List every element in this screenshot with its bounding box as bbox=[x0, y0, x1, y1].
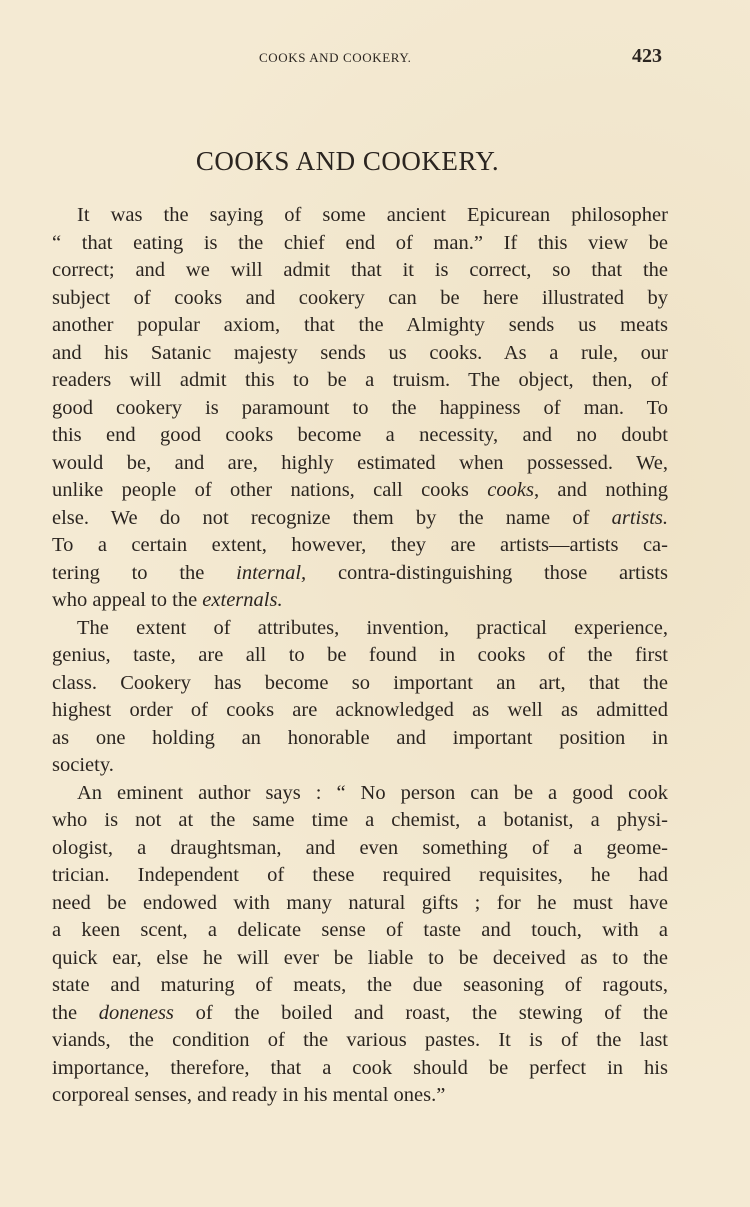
text-segment: a keen scent, a delicate sense of taste and touch, with a bbox=[52, 919, 668, 941]
text-segment: who appeal to the bbox=[52, 589, 203, 611]
text-segment: trician. Independent of these required requisites, he had bbox=[52, 864, 668, 886]
text-segment: who is not at the same time a chemist, a botanist, a physi- bbox=[52, 809, 668, 831]
text-segment: The extent of attributes, invention, practical experience, bbox=[77, 616, 668, 639]
text-segment: unlike people of other nations, call cooks bbox=[52, 479, 488, 501]
text-segment: An eminent author says : “ No person can be a good cook bbox=[77, 781, 668, 804]
text-segment: viands, the condition of the various pastes. It is of the last bbox=[52, 1029, 668, 1051]
line-content bbox=[52, 1000, 668, 1028]
page-number: 423 bbox=[632, 45, 662, 67]
line-content bbox=[52, 945, 668, 973]
text-line bbox=[52, 560, 668, 588]
text-segment: good cookery is paramount to the happiness of man. To bbox=[52, 396, 668, 419]
line-content bbox=[52, 230, 668, 258]
text-line bbox=[52, 670, 668, 698]
line-content bbox=[52, 917, 668, 945]
text-line bbox=[52, 202, 668, 230]
text-line bbox=[52, 835, 668, 863]
line-content bbox=[52, 532, 668, 560]
line-content bbox=[52, 367, 668, 395]
text-line bbox=[52, 945, 668, 973]
text-segment: highest order of cooks are acknowledged as well as admitted bbox=[52, 699, 668, 721]
text-segment: the bbox=[52, 1001, 99, 1024]
italic-text: cooks bbox=[487, 479, 534, 501]
text-segment: and his Satanic majesty sends us cooks. As a rule, our bbox=[52, 341, 668, 364]
text-line bbox=[52, 367, 668, 395]
body-text bbox=[52, 202, 668, 1110]
text-segment: “ that eating is the chief end of man.” If this view be bbox=[52, 231, 668, 254]
text-segment: , and nothing bbox=[533, 479, 668, 501]
text-line bbox=[52, 532, 668, 560]
text-line bbox=[52, 450, 668, 478]
text-segment: tering to the bbox=[52, 561, 237, 584]
text-line bbox=[52, 807, 668, 835]
chapter-title: COOKS AND COOKERY. bbox=[195, 146, 500, 176]
text-line bbox=[52, 257, 668, 285]
text-line bbox=[52, 862, 668, 890]
text-line bbox=[52, 972, 668, 1000]
text-line bbox=[52, 312, 668, 340]
line-content bbox=[52, 395, 668, 423]
line-content bbox=[52, 1027, 668, 1055]
line-content bbox=[52, 862, 668, 890]
text-line bbox=[52, 725, 668, 753]
line-content bbox=[52, 477, 668, 505]
text-line bbox=[52, 890, 668, 918]
text-line bbox=[52, 230, 668, 258]
italic-text: artists. bbox=[611, 506, 668, 529]
line-content bbox=[52, 560, 668, 588]
line-content bbox=[52, 422, 668, 450]
line-content bbox=[52, 505, 668, 533]
text-line bbox=[52, 340, 668, 368]
text-segment: class. Cookery has become so important an art, that the bbox=[52, 671, 668, 694]
italic-text: internal, bbox=[236, 561, 307, 584]
text-line bbox=[52, 1082, 668, 1110]
line-content bbox=[52, 285, 668, 313]
text-segment: state and maturing of meats, the due seasoning of ragouts, bbox=[52, 974, 668, 996]
line-content bbox=[52, 725, 668, 753]
line-content bbox=[52, 670, 668, 698]
line-content bbox=[52, 450, 668, 478]
text-segment: quick ear, else he will ever be liable to be deceived as to the bbox=[52, 946, 668, 969]
text-line bbox=[52, 1055, 668, 1083]
text-line bbox=[52, 642, 668, 670]
running-title: COOKS AND COOKERY. bbox=[259, 50, 412, 65]
line-content bbox=[52, 257, 668, 285]
text-segment: importance, therefore, that a cook should be perfect in his bbox=[52, 1056, 668, 1079]
text-segment: as one holding an honorable and important position in bbox=[52, 726, 668, 749]
text-segment: society. bbox=[52, 754, 114, 776]
line-content bbox=[52, 312, 668, 340]
text-line bbox=[52, 615, 668, 643]
text-line bbox=[52, 752, 668, 780]
italic-text: doneness bbox=[98, 1001, 174, 1024]
line-content bbox=[52, 1084, 445, 1106]
line-content bbox=[52, 1055, 668, 1083]
text-segment: correct; and we will admit that it is correct, so that the bbox=[52, 259, 668, 281]
text-line bbox=[52, 1027, 668, 1055]
line-content bbox=[52, 642, 668, 670]
text-segment: subject of cooks and cookery can be here illustrated by bbox=[52, 286, 668, 309]
line-content bbox=[77, 615, 668, 643]
text-segment: It was the saying of some ancient Epicurean philosopher bbox=[77, 204, 668, 226]
italic-text: externals. bbox=[202, 589, 283, 611]
text-segment: readers will admit this to be a truism. The object, then, of bbox=[52, 369, 668, 391]
line-content bbox=[77, 202, 668, 230]
text-segment: this end good cooks become a necessity, and no doubt bbox=[52, 424, 668, 446]
text-segment: of the boiled and roast, the stewing of the bbox=[173, 1001, 669, 1024]
line-content bbox=[52, 589, 283, 611]
line-content bbox=[52, 754, 114, 776]
text-line bbox=[52, 477, 668, 505]
line-content bbox=[52, 697, 668, 725]
text-line bbox=[52, 422, 668, 450]
text-segment: else. We do not recognize them by the name of bbox=[52, 506, 612, 529]
text-line bbox=[52, 1000, 668, 1028]
line-content bbox=[52, 835, 668, 863]
line-content bbox=[52, 890, 668, 918]
text-line bbox=[52, 505, 668, 533]
text-segment: corporeal senses, and ready in his mental ones.” bbox=[52, 1084, 446, 1106]
text-segment: To a certain extent, however, they are artists—artists ca- bbox=[52, 534, 668, 556]
text-segment: would be, and are, highly estimated when possessed. We, bbox=[52, 451, 668, 474]
text-line bbox=[52, 587, 668, 615]
text-segment: contra-distinguishing those artists bbox=[306, 561, 668, 584]
line-content bbox=[52, 807, 668, 835]
text-segment: ologist, a draughtsman, and even something of a geome- bbox=[52, 836, 668, 859]
line-content bbox=[52, 972, 668, 1000]
text-segment: need be endowed with many natural gifts ; for he must have bbox=[52, 891, 668, 914]
text-line bbox=[52, 395, 668, 423]
text-line bbox=[52, 285, 668, 313]
text-segment: genius, taste, are all to be found in cooks of the first bbox=[52, 644, 668, 666]
line-content bbox=[52, 340, 668, 368]
text-line bbox=[52, 780, 668, 808]
line-content bbox=[77, 780, 668, 808]
text-line bbox=[52, 697, 668, 725]
text-segment: another popular axiom, that the Almighty sends us meats bbox=[52, 314, 668, 336]
text-line bbox=[52, 917, 668, 945]
